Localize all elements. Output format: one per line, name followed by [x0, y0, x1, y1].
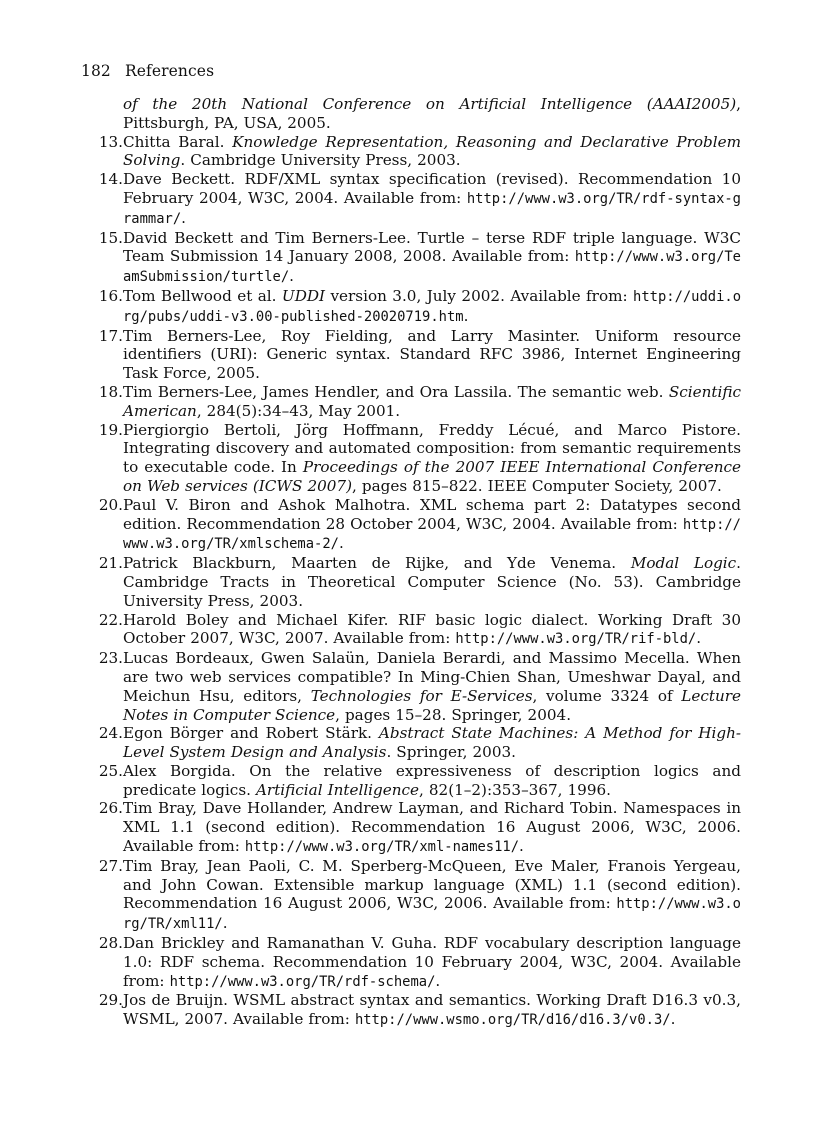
- reference-number: 21.: [98, 554, 123, 573]
- running-header: [81, 62, 741, 80]
- reference-url[interactable]: http://www.w3.org/TR/rif-bld/: [455, 631, 697, 648]
- reference-number-cell: [81, 991, 123, 1030]
- reference-number-cell: [81, 934, 123, 991]
- reference-number: 13.: [98, 132, 123, 151]
- reference-text: [123, 724, 741, 762]
- reference-italic: UDDI: [281, 286, 326, 305]
- reference-number: 15.: [98, 228, 123, 247]
- reference-span: Tim Berners-Lee, James Hendler, and Ora Lassila. The semantic web.: [123, 382, 669, 401]
- reference-entry: [81, 857, 741, 934]
- reference-span: .: [289, 267, 294, 286]
- reference-entry: [81, 229, 741, 287]
- reference-url[interactable]: http://www.w3.org/TR/xmlschema-2/: [123, 516, 741, 553]
- reference-number: 16.: [98, 286, 123, 305]
- reference-number: 17.: [98, 326, 123, 345]
- reference-span: Harold Boley and Michael Kifer. RIF basic logic dialect. Working Draft 30 October 2007, W3C, 2007. Available from:: [123, 610, 741, 648]
- reference-span: Tim Berners-Lee, Roy Fielding, and Larry Masinter. Uniform resource identifiers (URI): Generic syntax. Standard RFC 3986, Internet Engineering Task Force, 2005.: [123, 326, 741, 383]
- reference-number-cell: [81, 611, 123, 650]
- reference-text: [123, 934, 741, 991]
- reference-continuation: [81, 95, 741, 133]
- reference-span: , 82(1–2):353–367, 1996.: [419, 780, 612, 799]
- reference-number-cell: [81, 170, 123, 228]
- reference-url[interactable]: http://www.wsmo.org/TR/d16/d16.3/v0.3/: [354, 1012, 671, 1029]
- reference-text: [123, 421, 741, 496]
- reference-number-cell: [81, 799, 123, 856]
- reference-span: Lucas Bordeaux, Gwen Salaün, Daniela Berardi, and Massimo Mecella. When are two web services compatible? In Ming-Chien Shan, Umeshwar Dayal, and Meichun Hsu, editors,: [123, 649, 741, 705]
- reference-span: Patrick Blackburn, Maarten de Rijke, and Yde Venema.: [123, 554, 631, 573]
- reference-italic: Knowledge Representation, Reasoning and Declarative Problem Solving: [123, 132, 741, 170]
- reference-list: [81, 95, 741, 1030]
- reference-number-cell: [81, 554, 123, 610]
- reference-span: Paul V. Biron and Ashok Malhotra. XML schema part 2: Datatypes second edition. Recommendation 28 October 2004, W3C, 2004. Available from:: [123, 495, 741, 533]
- reference-span: , pages 15–28. Springer, 2004.: [335, 705, 572, 724]
- reference-number: 18.: [98, 382, 123, 401]
- reference-text: [123, 496, 741, 554]
- reference-number: 19.: [98, 420, 123, 439]
- reference-text: [123, 133, 741, 171]
- reference-text: [123, 287, 741, 327]
- reference-entry: [81, 611, 741, 650]
- reference-italic: Modal Logic: [630, 554, 737, 573]
- reference-span: Egon Börger and Robert Stärk.: [123, 724, 379, 743]
- reference-span: Dan Brickley and Ramanathan V. Guha. RDF vocabulary description language 1.0: RDF schema. Recommendation 10 February 2004, W3C, 2004. Available from:: [123, 934, 741, 990]
- reference-number-cell: [81, 229, 123, 287]
- reference-entry: [81, 421, 741, 496]
- reference-italic: Technologies for E-Services: [310, 686, 533, 705]
- reference-span: , volume 3324 of: [532, 686, 682, 705]
- reference-number-cell: [81, 762, 123, 800]
- reference-span: .: [463, 306, 469, 325]
- reference-span: Jos de Bruijn. WSML abstract syntax and semantics. Working Draft D16.3 v0.3, WSML, 2007. Available from:: [123, 991, 741, 1029]
- reference-number: 26.: [98, 799, 123, 818]
- reference-span: . Cambridge Tracts in Theoretical Computer Science (No. 53). Cambridge University Press, 2003.: [123, 554, 741, 610]
- reference-text: [123, 611, 741, 650]
- reference-url[interactable]: http://uddi.org/pubs/uddi-v3.00-published-20020719.htm: [123, 288, 742, 325]
- reference-text: [123, 991, 741, 1030]
- reference-number-cell: [81, 421, 123, 496]
- reference-span: David Beckett and Tim Berners-Lee. Turtle – terse RDF triple language. W3C Team Submission 14 January 2008, 2008. Available from:: [123, 228, 741, 266]
- reference-italic: Lecture Notes in Computer Science: [123, 686, 741, 724]
- reference-number: 14.: [98, 170, 123, 189]
- reference-text: [123, 554, 741, 610]
- continuation-rest: , Pittsburgh, PA, USA, 2005.: [123, 95, 741, 132]
- reference-url[interactable]: http://www.w3.org/TR/rdf-syntax-grammar/: [123, 190, 741, 227]
- reference-span: .: [696, 629, 702, 648]
- reference-span: Piergiorgio Bertoli, Jörg Hoffmann, Freddy Lécué, and Marco Pistore. Integrating discovery and automated composition: from semantic requirements to executable code. In: [123, 420, 741, 477]
- reference-span: . Cambridge University Press, 2003.: [180, 151, 461, 170]
- reference-url[interactable]: http://www.w3.org/TeamSubmission/turtle/: [123, 249, 741, 286]
- reference-italic: Artificial Intelligence: [255, 780, 420, 799]
- reference-entry: [81, 133, 741, 171]
- reference-number: 24.: [98, 724, 123, 743]
- reference-span: . Springer, 2003.: [386, 743, 516, 762]
- reference-text: [123, 799, 741, 856]
- reference-number-cell: [81, 383, 123, 421]
- reference-span: Tim Bray, Dave Hollander, Andrew Layman, and Richard Tobin. Namespaces in XML 1.1 (second edition). Recommendation 16 August 2006, W3C, 2006. Available from:: [123, 799, 741, 856]
- reference-entry: [81, 496, 741, 554]
- reference-text: [123, 857, 741, 934]
- reference-entry: [81, 327, 741, 383]
- reference-span: Alex Borgida. On the relative expressiveness of description logics and predicate logics.: [123, 761, 741, 799]
- reference-text: [123, 327, 741, 383]
- reference-number: 27.: [98, 856, 123, 875]
- reference-number-cell: [81, 133, 123, 171]
- reference-span: Chitta Baral.: [123, 132, 233, 151]
- reference-text: [123, 170, 741, 228]
- reference-span: .: [670, 1010, 676, 1029]
- reference-url[interactable]: http://www.w3.org/TR/xml11/: [123, 896, 741, 933]
- reference-number-cell: [81, 496, 123, 554]
- reference-number-cell: [81, 287, 123, 327]
- reference-span: .: [222, 914, 228, 933]
- reference-italic: Scientific American: [123, 382, 741, 420]
- reference-number: 29.: [98, 991, 123, 1010]
- reference-text: [123, 383, 741, 421]
- continuation-venue: of the 20th National Conference on Artificial Intelligence (AAAI2005): [123, 95, 737, 113]
- reference-entry: [81, 724, 741, 762]
- reference-entry: [81, 554, 741, 610]
- reference-span: .: [519, 837, 524, 856]
- reference-number-cell: [81, 724, 123, 762]
- reference-entry: [81, 991, 741, 1030]
- reference-span: Tim Bray, Jean Paoli, C. M. Sperberg-McQueen, Eve Maler, Franois Yergeau, and John Cowan. Extensible markup language (XML) 1.1 (second edition). Recommendation 16 August 2006, W3C, 2006. Available from:: [123, 856, 741, 913]
- reference-url[interactable]: http://www.w3.org/TR/rdf-schema/: [169, 973, 436, 990]
- reference-text: [123, 649, 741, 724]
- reference-text: [123, 229, 741, 287]
- reference-number: 25.: [98, 761, 123, 780]
- reference-entry: [81, 934, 741, 991]
- reference-span: version 3.0, July 2002. Available from:: [325, 286, 634, 305]
- reference-number: 20.: [98, 495, 123, 514]
- reference-span: .: [338, 534, 344, 553]
- reference-span: .: [181, 208, 186, 227]
- reference-span: , 284(5):34–43, May 2001.: [196, 401, 401, 420]
- reference-number: 23.: [98, 649, 123, 668]
- reference-number: 22.: [98, 610, 123, 629]
- reference-number-cell: [81, 857, 123, 934]
- reference-entry: [81, 649, 741, 724]
- reference-italic: Proceedings of the 2007 IEEE International Conference on Web services (ICWS 2007): [123, 458, 741, 495]
- reference-span: .: [435, 971, 441, 990]
- reference-number: 28.: [98, 934, 123, 953]
- section-title: References: [125, 62, 215, 80]
- reference-entry: [81, 799, 741, 856]
- page-number: 182: [81, 62, 111, 80]
- reference-entry: [81, 762, 741, 800]
- reference-entry: [81, 287, 741, 327]
- reference-span: Tom Bellwood et al.: [123, 286, 282, 305]
- reference-number-cell: [81, 327, 123, 383]
- reference-italic: Abstract State Machines: A Method for High-Level System Design and Analysis: [123, 724, 741, 762]
- reference-span: , pages 815–822. IEEE Computer Society, 2007.: [352, 476, 722, 495]
- reference-entry: [81, 170, 741, 228]
- reference-span: Dave Beckett. RDF/XML syntax specification (revised). Recommendation 10 February 2004, W3C, 2004. Available from:: [123, 170, 741, 207]
- reference-number-cell: [81, 649, 123, 724]
- reference-text: [123, 762, 741, 800]
- reference-url[interactable]: http://www.w3.org/TR/xml-names11/: [244, 839, 520, 856]
- reference-entry: [81, 383, 741, 421]
